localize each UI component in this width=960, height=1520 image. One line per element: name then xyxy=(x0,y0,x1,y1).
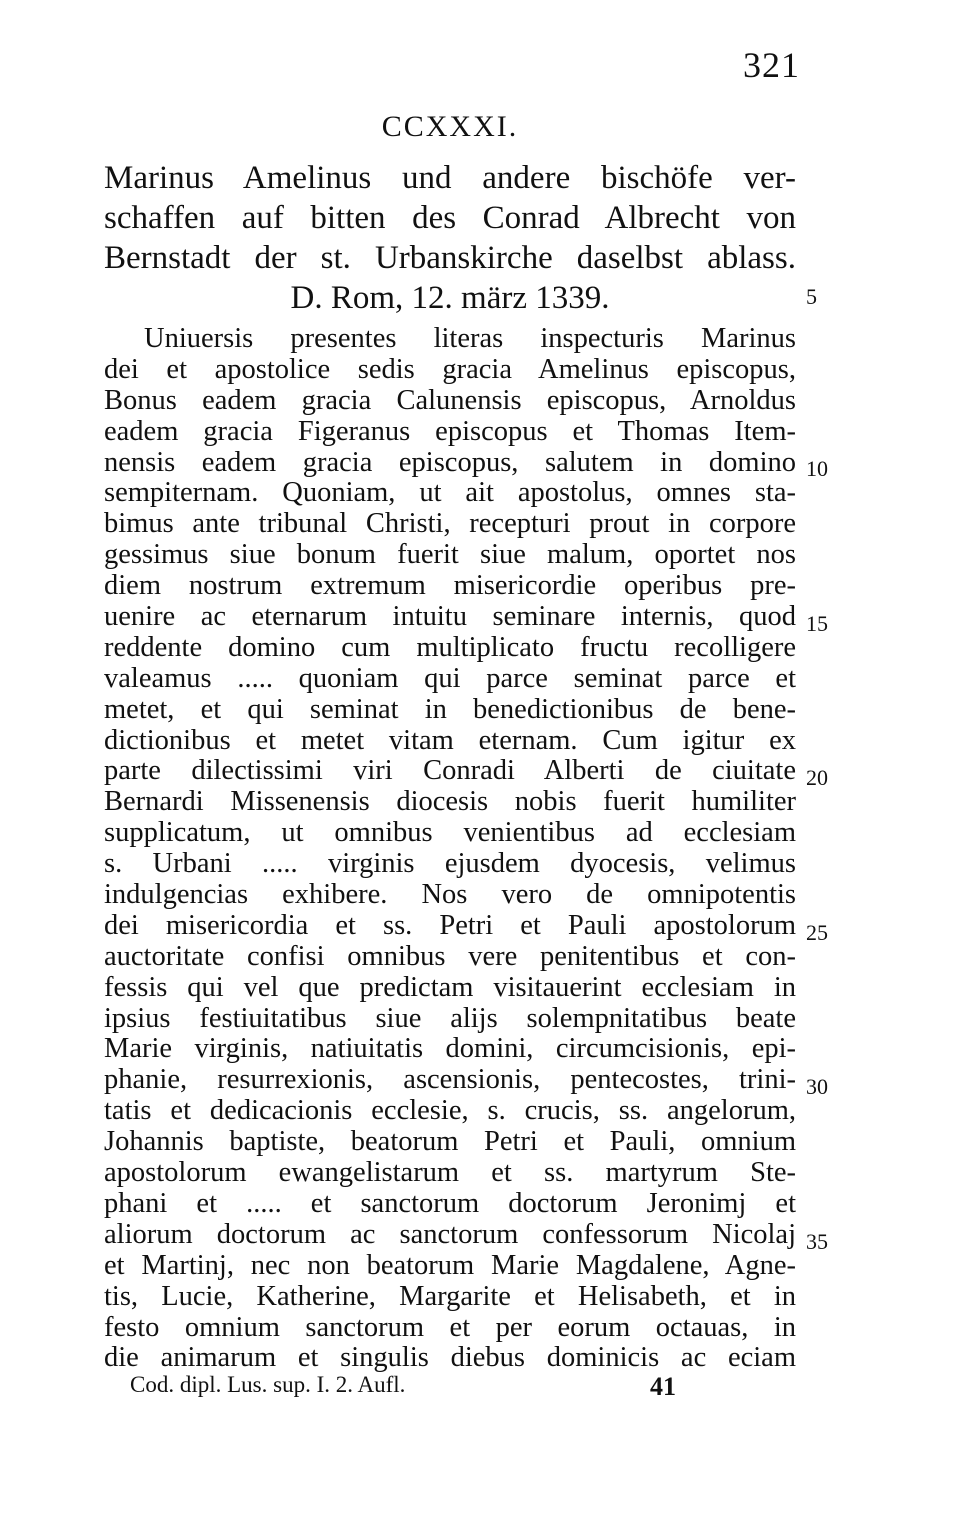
body-line: Bernardi Missenensis diocesis nobis fuerit humiliter xyxy=(104,786,796,818)
document-heading xyxy=(104,158,796,318)
body-line: auctoritate confisi omnibus vere penitentibus et con- xyxy=(104,940,796,972)
line-number: 10 xyxy=(806,456,828,481)
body-line: phanie, resurrexionis, ascensionis, pentecostes, trini- xyxy=(104,1064,796,1096)
body-line: reddente domino cum multiplicato fructu recolligere xyxy=(104,631,796,663)
body-line: tis, Lucie, Katherine, Margarite et Helisabeth, et in xyxy=(104,1280,796,1312)
footer-sheet-number: 41 xyxy=(650,1372,676,1401)
body-line: supplicatum, ut omnibus venientibus ad ecclesiam xyxy=(104,817,796,849)
body-line: s. Urbani ..... virginis ejusdem dyocesis, velimus xyxy=(104,848,796,880)
body-line: dei misericordia et ss. Petri et Pauli apostolorum xyxy=(104,909,796,941)
body-line: diem nostrum extremum misericordie operibus pre- xyxy=(104,570,796,602)
body-line: nensis eadem gracia episcopus, salutem in domino xyxy=(104,446,796,478)
page-number: 321 xyxy=(743,45,800,85)
heading-line: Bernstadt der st. Urbanskirche daselbst ablass. xyxy=(104,240,796,276)
body-line: fessis qui vel que predictam visitauerint ecclesiam in xyxy=(104,971,796,1003)
body-line: dei et apostolice sedis gracia Amelinus episcopus, xyxy=(104,353,796,385)
body-line: Marie virginis, natiuitatis domini, circumcisionis, epi- xyxy=(104,1033,796,1065)
heading-date-line: D. Rom, 12. märz 1339. xyxy=(290,280,610,316)
body-text xyxy=(104,324,796,1374)
line-number: 35 xyxy=(806,1229,828,1254)
body-line: festo omnium sanctorum et per eorum octauas, in xyxy=(104,1311,796,1343)
body-line: et Martinj, nec non beatorum Marie Magdalene, Agne- xyxy=(104,1249,796,1281)
body-line: valeamus ..... quoniam qui parce seminat parce et xyxy=(104,662,796,694)
heading-line: Marinus Amelinus und andere bischöfe ver- xyxy=(104,160,796,196)
body-line: parte dilectissimi viri Conradi Alberti de ciuitate xyxy=(104,755,796,787)
body-line: bimus ante tribunal Christi, recepturi prout in corpore xyxy=(104,508,796,540)
body-line: uenire ac eternarum intuitu seminare internis, quod xyxy=(104,601,796,633)
heading-line: schaffen auf bitten des Conrad Albrecht von xyxy=(104,200,796,236)
body-line: aliorum doctorum ac sanctorum confessorum Nicolaj xyxy=(104,1218,796,1250)
body-line: Bonus eadem gracia Calunensis episcopus, Arnoldus xyxy=(104,384,796,416)
body-line: metet, et qui seminat in benedictionibus de bene- xyxy=(104,693,796,725)
body-line: die animarum et singulis diebus dominicis ac eciam xyxy=(104,1342,796,1374)
body-line: indulgencias exhibere. Nos vero de omnipotentis xyxy=(104,879,796,911)
body-line: apostolorum ewangelistarum et ss. martyrum Ste- xyxy=(104,1157,796,1189)
footer-signature: Cod. dipl. Lus. sup. I. 2. Aufl. xyxy=(130,1372,406,1397)
body-line: eadem gracia Figeranus episcopus et Thomas Item- xyxy=(104,415,796,447)
body-line: phani et ..... et sanctorum doctorum Jeronimj et xyxy=(104,1187,796,1219)
body-line: sempiternam. Quoniam, ut ait apostolus, omnes sta- xyxy=(104,477,796,509)
body-line: ipsius festiuitatibus siue alijs solempnitatibus beate xyxy=(104,1002,796,1034)
body-line: tatis et dedicacionis ecclesie, s. crucis, ss. angelorum, xyxy=(104,1095,796,1127)
line-number: 15 xyxy=(806,611,828,636)
body-line: gessimus siue bonum fuerit siue malum, oportet nos xyxy=(104,539,796,571)
line-number: 25 xyxy=(806,920,828,945)
body-line: Uniuersis presentes literas inspecturis Marinus xyxy=(144,323,796,354)
line-number: 5 xyxy=(806,284,817,309)
document-number: CCXXXI. xyxy=(381,110,519,143)
line-number: 20 xyxy=(806,765,828,790)
body-line: dictionibus et metet vitam eternam. Cum igitur ex xyxy=(104,724,796,756)
line-number: 30 xyxy=(806,1074,828,1099)
body-line: Johannis baptiste, beatorum Petri et Pauli, omnium xyxy=(104,1126,796,1158)
